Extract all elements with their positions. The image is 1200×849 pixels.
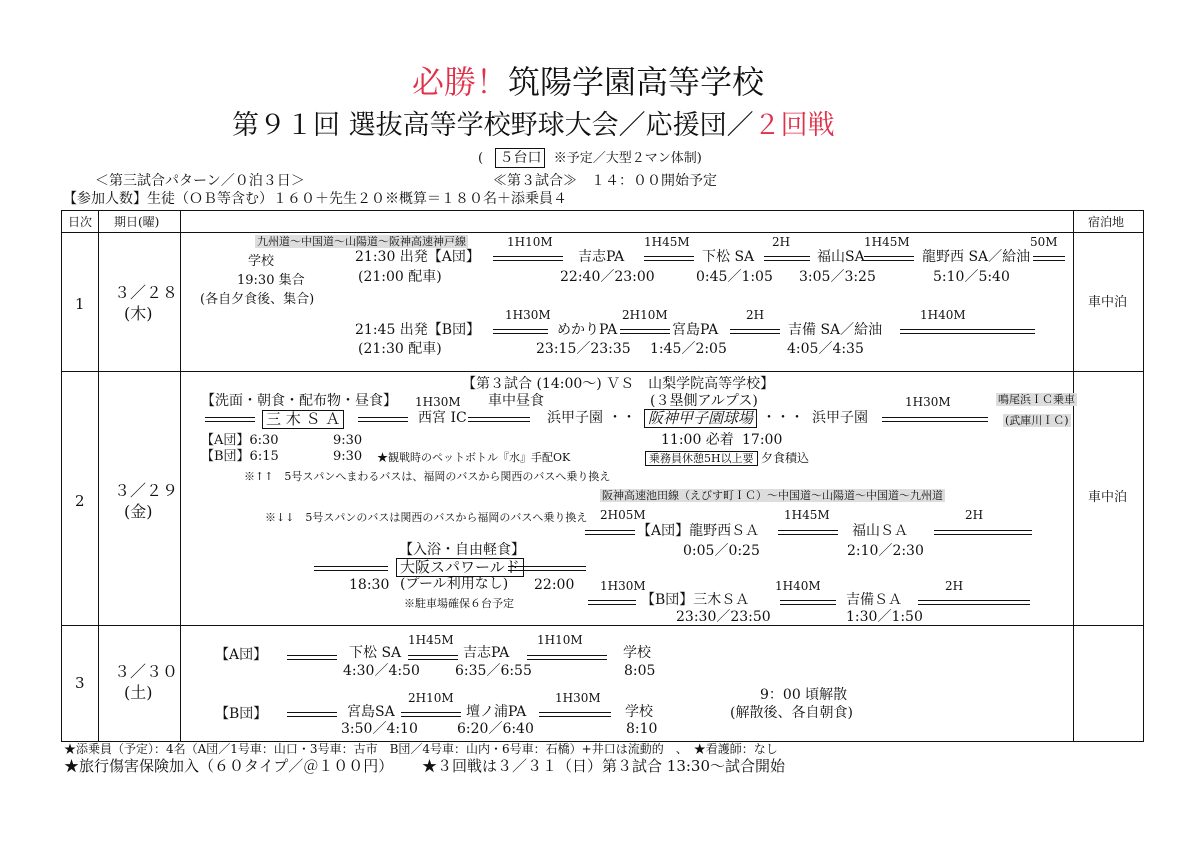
a-group-dispatch: (21:00 配車) <box>358 269 442 285</box>
origin-school: 学校 <box>248 254 275 269</box>
stop: 浜甲子園 <box>812 410 868 426</box>
naruo-ic: 鳴尾浜ＩＣ乗車 <box>998 393 1075 406</box>
stop: 吉備 SA／給油 <box>788 322 883 338</box>
date: ３／２９ <box>114 481 179 500</box>
bath-label: 【入浴・自由軽食】 <box>399 542 525 558</box>
bus-note: ※予定／大型２マン体制) <box>553 151 702 166</box>
match-title: 【第３試合 (14:00～) ＶＳ 山梨学院高等学校】 <box>462 376 775 392</box>
stop: 吉志PA <box>578 249 625 265</box>
stop: 浜甲子園 <box>547 410 603 426</box>
stop: 福山ＳＡ <box>852 523 908 539</box>
route-label: 九州道～中国道～山陽道～阪神高速神戸線 <box>257 235 466 248</box>
subtitle-main: 第９１回 選抜高等学校野球大会／応援団／ <box>232 110 754 141</box>
staff-note: ★添乗員（予定）：4名（A団／1号車：山口・3号車：古市 B団／4号車：山内・6号車：石橋）+井口は流動的 、 ★看護師：なし <box>64 742 778 756</box>
stop: 壇ノ浦PA <box>466 704 527 720</box>
page-title <box>412 63 765 101</box>
game-time: ≪第３試合≫ １４：００開始予定 <box>493 173 717 189</box>
a-group-label: 【A団】 <box>215 647 268 663</box>
stop: 下松 SA <box>702 249 755 265</box>
row-divider <box>61 371 1143 372</box>
col-stay-header: 宿泊地 <box>1088 215 1125 229</box>
title-red: 必勝！ <box>412 63 509 101</box>
stop: 吉志PA <box>463 645 510 661</box>
page-subtitle <box>232 112 835 139</box>
transfer-note: ※↓↓ 5号スパンのバスは関西のバスから福岡のバスへ乗り換え <box>265 511 588 524</box>
koshien-stadium: 阪神甲子園球場 <box>644 409 757 428</box>
spa-world: 大阪スパワールド <box>396 558 524 577</box>
stop: 吉備ＳＡ <box>846 592 902 608</box>
stop: 学校 <box>623 645 651 661</box>
weekday: (木) <box>124 304 153 323</box>
bus-count: ５台口 <box>495 148 545 168</box>
transfer-note: ※↑↑ 5号スパンへまわるバスは、福岡のバスから関西のバスへ乗り換え <box>244 470 611 483</box>
weekday: (金) <box>124 502 153 521</box>
date: ３／２８ <box>114 283 179 302</box>
stop: 宮島PA <box>672 322 719 338</box>
stop: 学校 <box>625 704 653 720</box>
col-divider <box>1073 210 1074 741</box>
day-number: 1 <box>75 295 85 313</box>
col-divider <box>180 210 181 741</box>
b-group-departure: 21:45 出発【B団】 <box>355 322 481 338</box>
b-group-time: 【B団】6:15 <box>201 449 279 464</box>
mukogawa-ic: (武庫川ＩＣ) <box>1005 414 1069 427</box>
col-date-header: 期日(曜) <box>114 215 160 229</box>
a-group-return: 【A団】龍野西ＳＡ <box>637 523 760 539</box>
lunch: 車中昼食 <box>488 393 544 409</box>
seat-note: (３塁側アルプス) <box>650 393 758 409</box>
stop: 宮島SA <box>347 704 395 720</box>
col-divider <box>98 210 99 741</box>
attendees: 【参加人数】生徒（ＯＢ等含む）１６０＋先生２０※概算＝１８０名＋添乗員４ <box>63 191 567 207</box>
dismissal-note: (解散後、各自朝食) <box>730 705 853 721</box>
assembly-time: 19:30 集合 <box>237 273 305 288</box>
header-divider <box>61 232 1143 233</box>
round3-note: ★３回戦は３／３１（日）第３試合 13:30～試合開始 <box>422 757 785 775</box>
stop: 西宮 IC <box>418 410 467 426</box>
title-school: 筑陽学園高等学校 <box>508 63 765 101</box>
bus-info: ( ５台口 ※予定／大型２マン体制) <box>478 150 702 166</box>
a-group-time: 【A団】6:30 <box>201 433 279 448</box>
stop: めかりPA <box>557 322 618 338</box>
b-group-return: 【B団】三木ＳＡ <box>641 592 750 608</box>
stop: 下松 SA <box>349 645 402 661</box>
parking-note: ※駐車場確保６台予定 <box>404 597 514 610</box>
b-group-label: 【B団】 <box>215 706 268 722</box>
activity-label: 【洗面・朝食・配布物・昼食】 <box>201 393 397 409</box>
day-number: 2 <box>75 492 85 510</box>
day-number: 3 <box>75 674 85 692</box>
weekday: (土) <box>124 683 153 702</box>
miki-sa: 三 木 Ｓ Ａ <box>262 410 344 429</box>
dismissal: 9：00 頃解散 <box>760 687 848 703</box>
bottle-note: ★観戦時のペットボトル『水』手配OK <box>377 451 571 464</box>
crew-rest: 乗務員休憩5H以上要 <box>645 451 758 466</box>
stay: 車中泊 <box>1088 295 1128 310</box>
b-group-dispatch: (21:30 配車) <box>358 341 442 357</box>
pattern-label: ＜第三試合パターン／０泊３日＞ <box>95 173 305 189</box>
col-day-header: 日次 <box>68 215 93 229</box>
stop: 龍野西 SA／給油 <box>922 249 1031 265</box>
a-group-departure: 21:30 出発【A団】 <box>355 249 480 265</box>
date: ３／３０ <box>114 662 179 681</box>
row-divider <box>61 625 1143 626</box>
stop: 福山SA <box>817 249 865 265</box>
dinner-note: (各自夕食後、集合) <box>200 292 315 307</box>
insurance-note: ★旅行傷害保険加入（６０タイプ／＠１００円） <box>64 757 394 775</box>
stay: 車中泊 <box>1088 490 1128 505</box>
route-label: 阪神高速池田線（えびす町ＩＣ）～中国道～山陽道～中国道～九州道 <box>602 489 943 502</box>
subtitle-round: ２回戦 <box>753 110 835 141</box>
